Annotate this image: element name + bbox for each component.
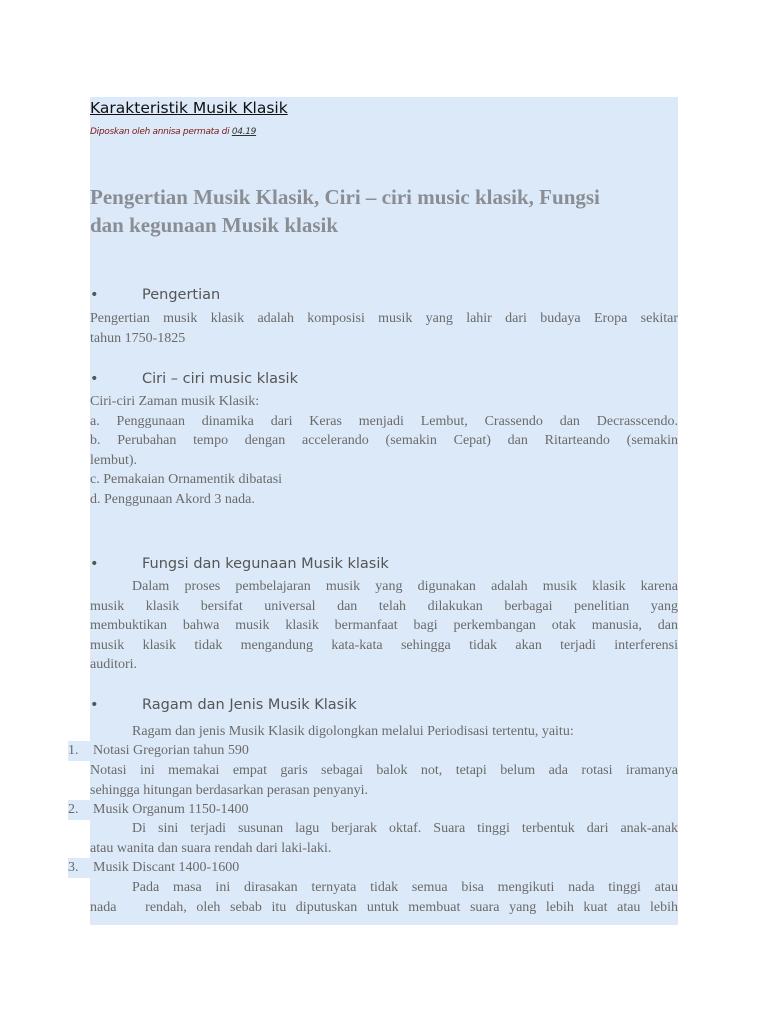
heading-line: Pengertian Musik Klasik, Ciri – ciri music klasik, Fungsi [90,185,600,209]
heading-line: dan kegunaan Musik klasik [90,213,339,237]
text-line: a. Penggunaan dinamika dari Keras menjadi Lembut, Crassendo dan Decrasscendo. [90,413,678,429]
list-item-body [90,878,678,917]
post-meta [90,127,678,137]
list-item-body [90,819,678,858]
text-line: b. Perubahan tempo dengan accelerando (semakin Cepat) dan Ritarteando (semakin [90,433,678,448]
text-line: Pengertian musik klasik adalah komposisi musik yang lahir dari budaya Eropa sekitar [90,311,678,326]
bullet-icon: • [90,556,99,572]
list-item-body [90,761,678,800]
text-line: c. Pemakaian Ornamentik dibatasi [90,472,283,487]
section-label: Ragam dan Jenis Musik Klasik [142,697,357,713]
text-line: auditori. [90,657,138,672]
list-item-title: 1. Notasi Gregorian tahun 590 [68,741,253,761]
text-line: lembut). [90,452,138,468]
text-line: atau wanita dan suara rendah dari laki-laki. [90,840,332,856]
post-time-link[interactable]: 04.19 [231,127,257,137]
paragraph-ragam-intro [90,722,678,742]
section-heading-ragam [90,697,678,713]
text-line: Pada masa ini dirasakan ternyata tidak semua bisa mengikuti nada tinggi atau [132,880,678,895]
text-line: musik klasik tidak mengandung kata-kata sehingga tidak akan terjadi interferensi [90,637,678,653]
text-line: tahun 1750-1825 [90,330,186,346]
text-line: sehingga hitungan berdasarkan perasan penyanyi. [90,782,368,798]
post-title[interactable]: Karakteristik Musik Klasik [90,99,288,117]
paragraph-fungsi [90,577,678,675]
text-line: membuktikan bahwa musik klasik bermanfaat bagi perkembangan otak manusia, dan [90,618,678,633]
meta-prefix: Diposkan oleh annisa permata di [90,127,232,137]
paragraph-ciri [90,392,678,509]
text-line: Ragam dan jenis Musik Klasik digolongkan melalui Periodisasi tertentu, yaitu: [132,724,574,739]
text-line: Notasi ini memakai empat garis sebagai balok not, tetapi belum ada rotasi iramanya [90,763,678,778]
text-line: nada rendah, oleh sebab itu diputuskan untuk membuat suara yang lebih kuat atau lebih [90,899,678,915]
section-heading-ciri [90,371,678,387]
bullet-icon: • [90,697,99,713]
list-item-title: 3. Musik Discant 1400-1600 [68,858,243,878]
text-line: Ciri-ciri Zaman musik Klasik: [90,394,260,409]
text-line: d. Penggunaan Akord 3 nada. [90,491,255,507]
section-heading-pengertian [90,287,678,303]
section-heading-fungsi [90,556,678,572]
text-line: Di sini terjadi susunan lagu berjarak oktaf. Suara tinggi terbentuk dari anak-anak [132,821,678,836]
bullet-icon: • [90,287,99,303]
bullet-icon: • [90,371,99,387]
paragraph-pengertian [90,309,678,348]
main-heading [90,183,678,239]
text-line: musik klasik bersifat universal dan telah dilakukan berbagai penelitian yang [90,598,678,614]
section-label: Pengertian [142,287,221,303]
section-label: Fungsi dan kegunaan Musik klasik [142,556,389,572]
list-item-title: 2. Musik Organum 1150-1400 [68,800,253,820]
section-label: Ciri – ciri music klasik [142,371,298,387]
text-line: Dalam proses pembelajaran musik yang digunakan adalah musik klasik karena [132,579,678,594]
